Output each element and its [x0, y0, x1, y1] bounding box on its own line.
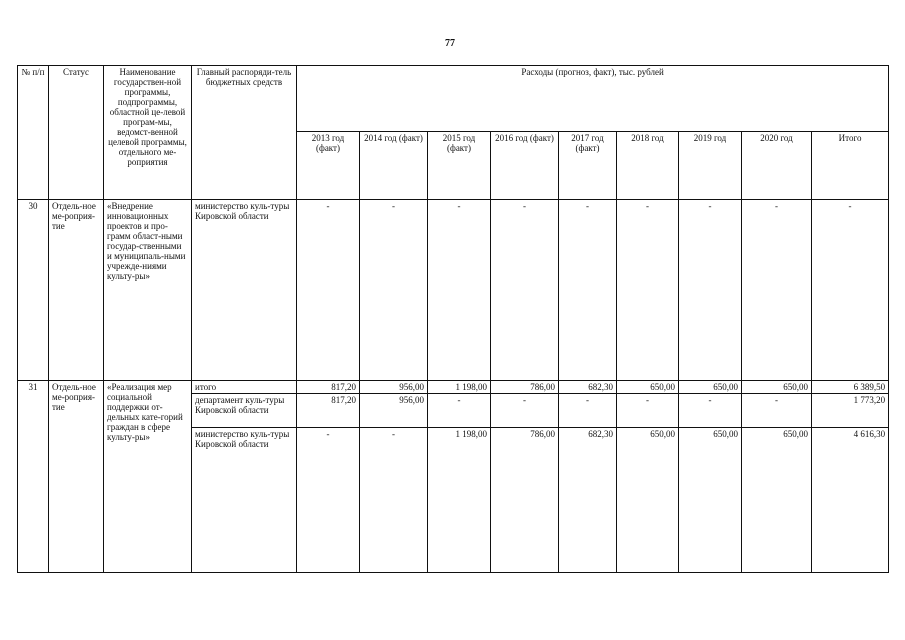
- row-administrator: министерство куль-туры Кировской области: [192, 200, 297, 381]
- value-cell: 682,30: [559, 428, 617, 573]
- header-year-2018: 2018 год: [617, 132, 679, 200]
- value-cell: 956,00: [360, 381, 428, 394]
- value-cell: 650,00: [679, 381, 742, 394]
- value-cell: 650,00: [617, 428, 679, 573]
- table-row: [18, 200, 889, 381]
- value-cell: 786,00: [491, 381, 559, 394]
- value-cell: 650,00: [617, 381, 679, 394]
- row-administrator: департамент куль-туры Кировской области: [192, 394, 297, 428]
- page-number: 77: [445, 38, 455, 49]
- value-cell: 6 389,50: [812, 381, 889, 394]
- header-year-2017: 2017 год (факт): [559, 132, 617, 200]
- value-cell: 4 616,30: [812, 428, 889, 573]
- header-administrator: Главный распоряди-тель бюджетных средств: [192, 66, 297, 200]
- header-row-1: [18, 66, 889, 132]
- header-year-2013: 2013 год (факт): [297, 132, 360, 200]
- value-cell: 682,30: [559, 381, 617, 394]
- value-cell: 786,00: [491, 428, 559, 573]
- value-cell: -: [360, 428, 428, 573]
- row-num: 31: [18, 381, 49, 573]
- row-num: 30: [18, 200, 49, 381]
- value-cell: -: [559, 394, 617, 428]
- header-year-2016: 2016 год (факт): [491, 132, 559, 200]
- value-cell: -: [679, 394, 742, 428]
- header-num: № п/п: [18, 66, 49, 200]
- value-cell: -: [360, 200, 428, 381]
- value-cell: 650,00: [742, 381, 812, 394]
- value-cell: -: [742, 394, 812, 428]
- value-cell: -: [812, 200, 889, 381]
- header-expenses: Расходы (прогноз, факт), тыс. рублей: [297, 66, 889, 132]
- row-name: «Внедрение инновационных проектов и про-грамм област-ными государ-ственными и муниципаль-ными учрежде-ниями культу-ры»: [104, 200, 192, 381]
- value-cell: -: [679, 200, 742, 381]
- row-administrator: министерство куль-туры Кировской области: [192, 428, 297, 573]
- value-cell: 650,00: [679, 428, 742, 573]
- header-name: Наименование государствен-ной программы, подпрограммы, областной це-левой програм-мы, ведомст-венной целевой программы, отдельного ме-роприятия: [104, 66, 192, 200]
- value-cell: -: [297, 428, 360, 573]
- value-cell: 817,20: [297, 381, 360, 394]
- value-cell: -: [428, 394, 491, 428]
- header-year-2014: 2014 год (факт): [360, 132, 428, 200]
- value-cell: 817,20: [297, 394, 360, 428]
- value-cell: -: [617, 394, 679, 428]
- header-year-2015: 2015 год (факт): [428, 132, 491, 200]
- row-status: Отдель-ное ме-роприя-тие: [49, 200, 104, 381]
- value-cell: 1 773,20: [812, 394, 889, 428]
- table-row: [18, 381, 889, 394]
- value-cell: 1 198,00: [428, 381, 491, 394]
- row-status: Отдель-ное ме-роприя-тие: [49, 381, 104, 573]
- value-cell: -: [297, 200, 360, 381]
- header-total: Итого: [812, 132, 889, 200]
- value-cell: 956,00: [360, 394, 428, 428]
- header-year-2019: 2019 год: [679, 132, 742, 200]
- row-administrator: итого: [192, 381, 297, 394]
- value-cell: -: [491, 200, 559, 381]
- value-cell: 650,00: [742, 428, 812, 573]
- value-cell: -: [617, 200, 679, 381]
- header-year-2020: 2020 год: [742, 132, 812, 200]
- header-status: Статус: [49, 66, 104, 200]
- budget-table: [17, 65, 889, 573]
- value-cell: -: [428, 200, 491, 381]
- value-cell: -: [742, 200, 812, 381]
- value-cell: -: [491, 394, 559, 428]
- row-name: «Реализация мер социальной поддержки от-дельных кате-горий граждан в сфере культу-ры»: [104, 381, 192, 573]
- value-cell: 1 198,00: [428, 428, 491, 573]
- value-cell: -: [559, 200, 617, 381]
